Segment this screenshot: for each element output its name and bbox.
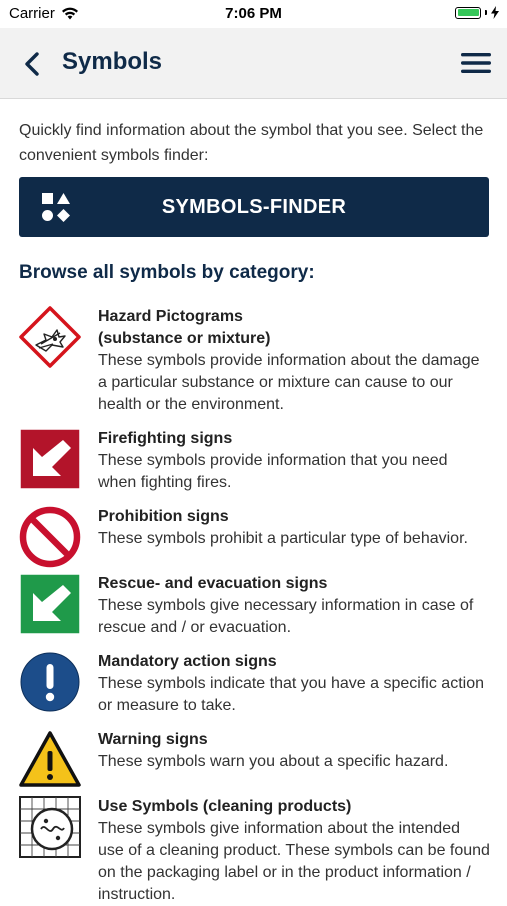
- intro-text: Quickly find information about the symbol that you see. Select the convenient symbols finder:: [19, 122, 484, 164]
- symbols-finder-button[interactable]: [19, 177, 489, 237]
- browse-heading: Browse all symbols by category:: [19, 262, 315, 283]
- category-mandatory-action-signs[interactable]: [19, 651, 489, 717]
- rescue-sign-icon: [19, 573, 81, 635]
- category-rescue-evacuation-signs[interactable]: [19, 573, 489, 639]
- symbols-finder-label: SYMBOLS-FINDER: [161, 196, 347, 218]
- category-title: Firefighting signs: [98, 430, 233, 447]
- category-title: Warning signs: [98, 731, 208, 748]
- category-subtitle: (substance or mixture): [98, 330, 271, 347]
- back-button[interactable]: [14, 46, 50, 82]
- category-hazard-pictograms[interactable]: [19, 306, 489, 416]
- category-title: Mandatory action signs: [98, 653, 277, 670]
- category-description: These symbols provide information about the damage a particular substance or mixture can cause to our health or the environment.: [98, 352, 480, 413]
- category-description: These symbols prohibit a particular type of behavior.: [98, 530, 468, 547]
- battery-group: [455, 6, 499, 19]
- status-time: 7:06 PM: [225, 5, 282, 22]
- category-text: [98, 573, 490, 639]
- category-prohibition-signs[interactable]: [19, 506, 489, 568]
- category-firefighting-signs[interactable]: [19, 428, 489, 494]
- category-text: [98, 428, 490, 494]
- category-use-symbols[interactable]: [19, 796, 490, 903]
- battery-icon: [455, 7, 481, 19]
- category-description: These symbols give information about the intended use of a cleaning product. These symbols can be found on the packaging label or in the product information / instruction.: [98, 820, 490, 903]
- category-title: Hazard Pictograms: [98, 308, 243, 325]
- firefighting-sign-icon: [19, 428, 81, 490]
- category-title: Use Symbols (cleaning products): [98, 798, 352, 815]
- category-title: Rescue- and evacuation signs: [98, 575, 328, 592]
- category-description: These symbols give necessary information in case of rescue and / or evacuation.: [98, 597, 474, 636]
- menu-button[interactable]: [459, 46, 493, 80]
- page-title: Symbols: [62, 48, 163, 75]
- category-description: These symbols warn you about a specific hazard.: [98, 753, 449, 770]
- category-text: [98, 796, 490, 906]
- category-text: [98, 306, 490, 416]
- carrier-label: Carrier: [9, 5, 55, 22]
- category-warning-signs[interactable]: [19, 729, 489, 787]
- prohibition-sign-icon: [19, 506, 81, 568]
- category-text: [98, 506, 490, 550]
- status-bar: [0, 0, 507, 28]
- category-title: Prohibition signs: [98, 508, 229, 525]
- category-description: These symbols provide information that you need when fighting fires.: [98, 452, 448, 491]
- category-description: These symbols indicate that you have a specific action or measure to take.: [98, 675, 484, 714]
- category-text: [98, 729, 490, 773]
- hamburger-menu-icon: [461, 52, 491, 74]
- hazard-pictogram-icon: [19, 306, 81, 368]
- category-text: [98, 651, 490, 717]
- chevron-left-icon: [24, 52, 40, 76]
- battery-tip: [485, 10, 487, 15]
- warning-sign-icon: [19, 729, 81, 791]
- mandatory-action-sign-icon: [19, 651, 81, 713]
- use-symbol-icon: [19, 796, 81, 858]
- charging-bolt-icon: [491, 6, 499, 19]
- navigation-bar: [0, 28, 507, 99]
